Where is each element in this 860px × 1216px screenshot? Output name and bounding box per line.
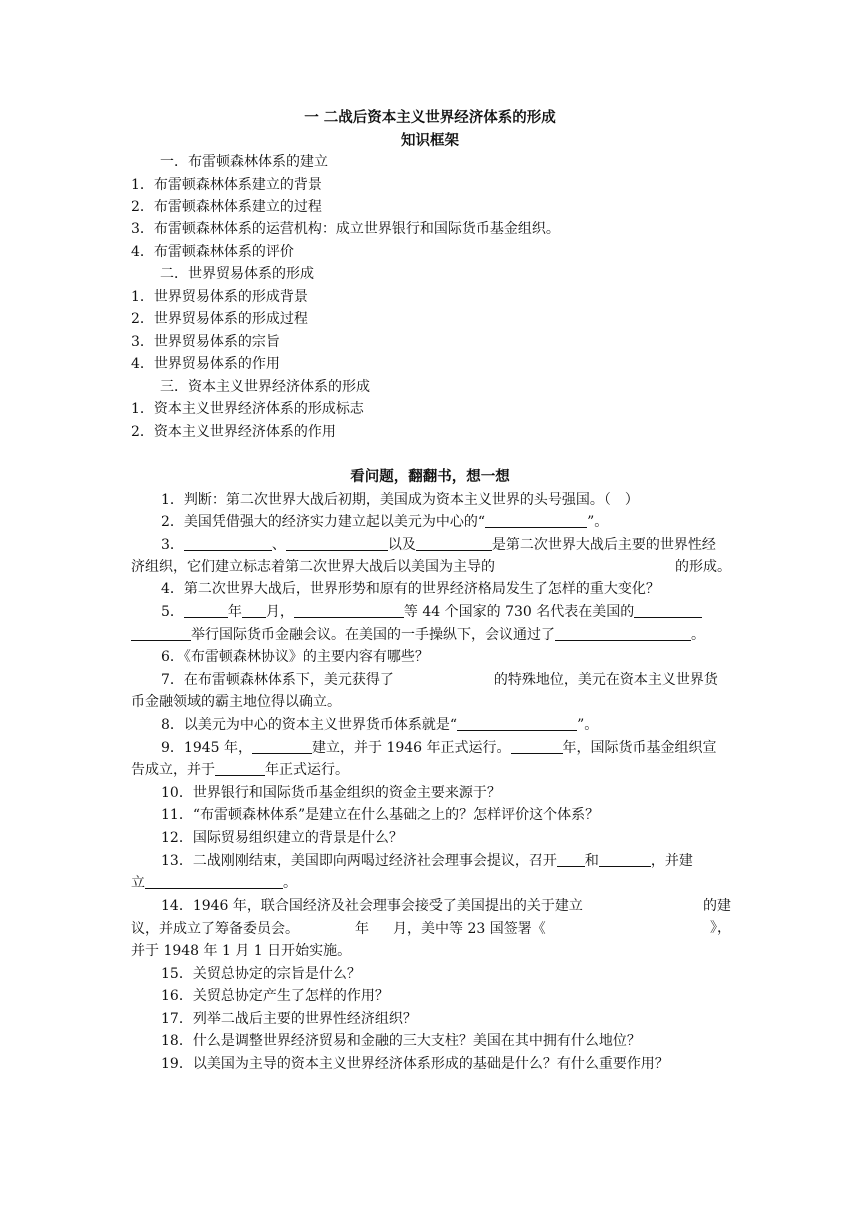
answer-blank [145,873,283,889]
outline-item: 1．世界贸易体系的形成背景 [131,289,308,305]
question-3: 3． 、 以及 是第二次世界大战后主要的世界性经 [161,537,716,553]
answer-blank [634,602,702,618]
question-9-continued: 告成立，并于 年正式运行。 [131,762,349,778]
question-3-continued: 济组织，它们建立标志着第二次世界大战后以美国为主导的 的形成。 [131,559,731,575]
question-11: 11．“布雷顿森林体系”是建立在什么基础之上的？怎样评价这个体系？ [161,807,600,823]
answer-blank [511,738,563,754]
outline-item: 1．布雷顿森林体系建立的背景 [131,177,322,193]
question-17: 17．列举二战后主要的世界性经济组织？ [161,1011,417,1027]
main-title: 一 二战后资本主义世界经济体系的形成 [304,109,556,126]
question-19: 19．以美国为主导的资本主义世界经济体系形成的基础是什么？有什么重要作用？ [161,1056,669,1072]
question-4: 4．第二次世界大战后，世界形势和原有的世界经济格局发生了怎样的重大变化？ [161,581,660,597]
question-12: 12．国际贸易组织建立的背景是什么？ [161,830,403,846]
outline-item: 4．世界贸易体系的作用 [131,356,280,372]
question-18: 18．什么是调整世界经济贸易和金融的三大支柱？美国在其中拥有什么地位？ [161,1033,641,1049]
answer-blank [242,602,266,618]
answer-blank [131,625,191,641]
section-title-knowledge-framework: 知识框架 [401,132,459,149]
question-15: 15．关贸总协定的宗旨是什么？ [161,966,361,982]
question-6: 6．《布雷顿森林协议》的主要内容有哪些？ [161,649,429,665]
question-9: 9．1945 年， 建立，并于 1946 年正式运行。 年，国际货币基金组织宣 [161,740,717,756]
question-2: 2．美国凭借强大的经济实力建立起以美元为中心的“ ”。 [161,514,609,530]
answer-blank [457,715,577,731]
outline-item: 2．世界贸易体系的形成过程 [131,311,308,327]
question-14-continued: 议，并成立了筹备委员会。 年 月，美中等 23 国签署《 》， [131,920,731,937]
answer-blank [286,535,388,551]
question-8: 8．以美元为中心的资本主义世界货币体系就是“ ”。 [161,717,599,733]
question-13-continued: 立 。 [131,875,297,891]
answer-blank [252,738,312,754]
question-14-continued-2: 并于 1948 年 1 月 1 日开始实施。 [131,943,352,959]
answer-blank [184,535,272,551]
question-7: 7．在布雷顿森林体系下，美元获得了 的特殊地位，美元在资本主义世界货 [161,672,718,688]
answer-blank [184,602,228,618]
question-7-continued: 币金融领域的霸主地位得以确立。 [131,694,341,710]
answer-blank [485,512,587,528]
question-10: 10．世界银行和国际货币基金组织的资金主要来源于？ [161,785,501,801]
question-5: 5． 年 月， 等 44 个国家的 730 名代表在美国的 [131,602,731,622]
outline-item: 4．布雷顿森林体系的评价 [131,244,294,260]
outline-item: 2．布雷顿森林体系建立的过程 [131,199,322,215]
question-5-continued: 举行国际货币金融会议。在美国的一手操纵下，会议通过了 。 [131,625,731,645]
question-16: 16．关贸总协定产生了怎样的作用？ [161,988,389,1004]
question-13: 13．二战刚刚结束，美国即向两喝过经济社会理事会提议，召开 和 ，并建 [161,853,693,869]
answer-blank [416,535,492,551]
outline-item: 2．资本主义世界经济体系的作用 [131,424,336,440]
outline-item: 3．世界贸易体系的宗旨 [131,334,280,350]
outline-item: 1．资本主义世界经济体系的形成标志 [131,401,364,417]
outline-item: 3．布雷顿森林体系的运营机构：成立世界银行和国际货币基金组织。 [131,221,560,237]
question-1: 1．判断：第二次世界大战后初期，美国成为资本主义世界的头号强国。（ ） [161,492,639,508]
answer-blank [215,760,265,776]
outline-item: 一．布雷顿森林体系的建立 [160,154,328,170]
question-14: 14．1946 年，联合国经济及社会理事会接受了美国提出的关于建立 的建 [161,898,731,914]
questions-title: 看问题，翻翻书，想一想 [350,468,510,485]
answer-blank [555,625,691,641]
answer-blank [599,851,651,867]
answer-blank [294,602,404,618]
outline-item: 二．世界贸易体系的形成 [160,266,314,282]
outline-item: 三．资本主义世界经济体系的形成 [160,379,370,395]
answer-blank [557,851,585,867]
